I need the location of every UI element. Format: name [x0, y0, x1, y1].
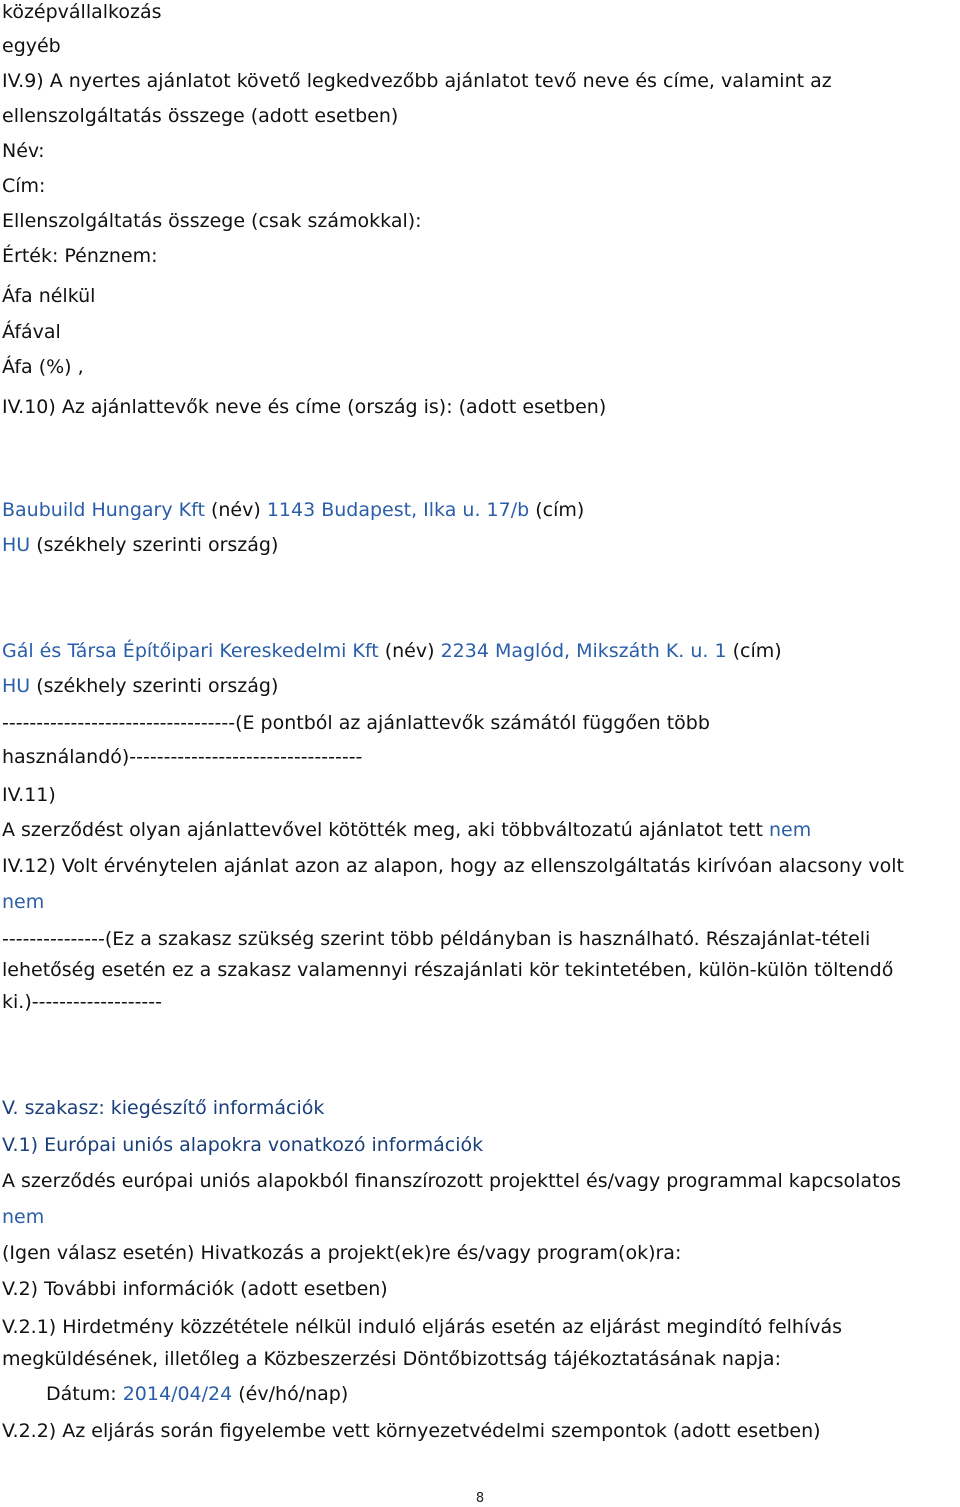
field-value-currency-label: Érték: Pénznem:	[2, 245, 158, 267]
separator-note-line: ----------------------------------(E pontból az ajánlattevők számától függően több	[2, 712, 710, 734]
bidder-1-address: 1143 Budapest, Ilka u. 17/b	[266, 499, 530, 521]
bidder-1-country-line	[2, 533, 278, 557]
section-iv11-statement	[2, 818, 811, 842]
separator-note-line-cont: használandó)----------------------------------	[2, 746, 363, 768]
field-name-label: Név:	[2, 140, 45, 162]
bidder-2-address: 2234 Maglód, Mikszáth K. u. 1	[440, 640, 727, 662]
section-iv10-heading: IV.10) Az ajánlattevők neve és címe (ország is): (adott esetben)	[2, 396, 607, 418]
iv11-text: A szerződést olyan ajánlattevővel kötötték meg, aki többváltozatú ajánlatot tett	[2, 819, 769, 841]
field-amount-label: Ellenszolgáltatás összege (csak számokkal):	[2, 210, 422, 232]
v21-date-value: 2014/04/24	[122, 1383, 233, 1405]
field-address-label: Cím:	[2, 175, 46, 197]
iv12-answer: nem	[2, 891, 45, 913]
section-note-line-3: ki.)-------------------	[2, 991, 162, 1013]
section-v-heading: V. szakasz: kiegészítő információk	[2, 1097, 325, 1119]
v21-date-label: Dátum:	[46, 1383, 123, 1405]
field-with-vat-label: Áfával	[2, 321, 61, 343]
section-iv9-heading-cont: ellenszolgáltatás összege (adott esetben)	[2, 105, 399, 127]
v21-date-line	[46, 1382, 348, 1406]
text-line-kozepvallalkozas: középvállalkozás	[2, 1, 162, 23]
section-v21-text: V.2.1) Hirdetmény közzététele nélkül induló eljárás esetén az eljárást megindító felhívás	[2, 1316, 843, 1338]
field-without-vat-label: Áfa nélkül	[2, 285, 96, 307]
section-note-line-1: ---------------(Ez a szakasz szükség szerint több példányban is használható. Részajánlat-tételi	[2, 928, 871, 950]
bidder-1-country: HU	[2, 534, 31, 556]
bidder-2-country-line	[2, 674, 278, 698]
bidder-1-country-suffix: (székhely szerinti ország)	[30, 534, 279, 556]
iv11-answer: nem	[768, 819, 812, 841]
text-line-egyeb: egyéb	[2, 35, 61, 57]
bidder-1-address-suffix: (cím)	[529, 499, 585, 521]
section-iv11-heading: IV.11)	[2, 784, 56, 806]
bidder-1-name-suffix: (név)	[204, 499, 267, 521]
bidder-2-name-line	[2, 639, 782, 663]
field-vat-percent-label: Áfa (%) ,	[2, 356, 84, 378]
v1-answer: nem	[2, 1206, 45, 1228]
bidder-1-name: Baubuild Hungary Kft	[2, 499, 205, 521]
page-number: 8	[475, 1491, 485, 1506]
bidder-2-country: HU	[2, 675, 31, 697]
section-v22-heading: V.2.2) Az eljárás során figyelembe vett környezetvédelmi szempontok (adott esetben)	[2, 1420, 821, 1442]
section-v21-text-cont: megküldésének, illetőleg a Közbeszerzési Döntőbizottság tájékoztatásának napja:	[2, 1348, 781, 1370]
bidder-2-name: Gál és Társa Építőipari Kereskedelmi Kft	[2, 640, 379, 662]
section-note-line-2: lehetőség esetén ez a szakasz valamennyi részajánlati kör tekintetében, külön-külön töltendő	[2, 959, 894, 981]
section-iv12-heading: IV.12) Volt érvénytelen ajánlat azon az alapon, hogy az ellenszolgáltatás kirívóan alacsony volt	[2, 855, 904, 877]
v21-date-format: (év/hó/nap)	[232, 1383, 349, 1405]
section-v2-heading: V.2) További információk (adott esetben)	[2, 1278, 388, 1300]
section-v1-heading: V.1) Európai uniós alapokra vonatkozó információk	[2, 1134, 484, 1156]
section-iv9-heading: IV.9) A nyertes ajánlatot követő legkedvezőbb ajánlatot tevő neve és címe, valamint az	[2, 70, 832, 92]
bidder-2-country-suffix: (székhely szerinti ország)	[30, 675, 279, 697]
section-v1-reference: (Igen válasz esetén) Hivatkozás a projekt(ek)re és/vagy program(ok)ra:	[2, 1242, 682, 1264]
bidder-2-address-suffix: (cím)	[726, 640, 782, 662]
bidder-2-name-suffix: (név)	[378, 640, 441, 662]
section-v1-question: A szerződés európai uniós alapokból finanszírozott projekttel és/vagy programmal kapcsolatos	[2, 1170, 902, 1192]
bidder-1-name-line	[2, 498, 584, 522]
